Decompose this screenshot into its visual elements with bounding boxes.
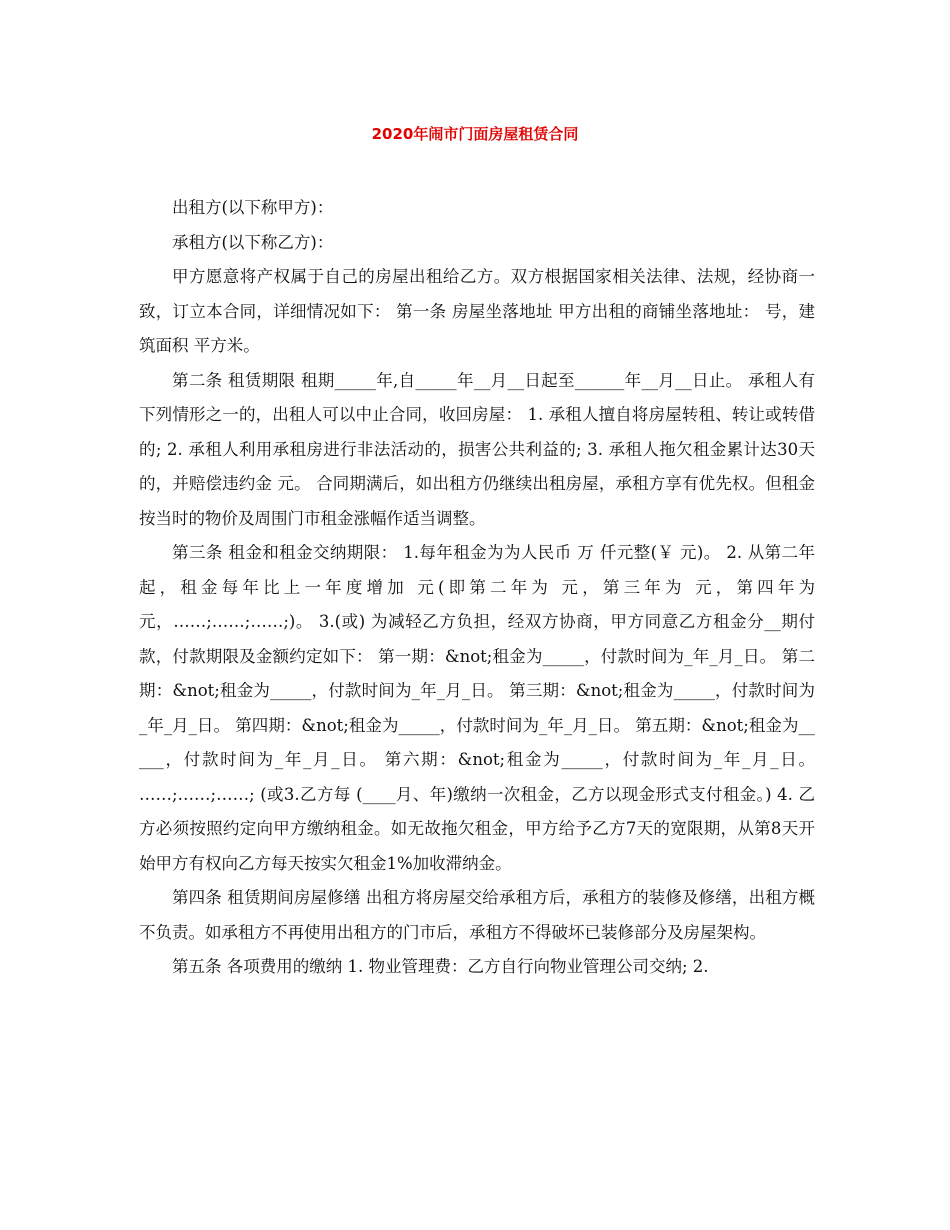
paragraph-article-2: 第二条 租赁期限 租期_____年,自_____年__月__日起至______年__月__日止。 承租人有下列情形之一的，出租人可以中止合同，收回房屋： 1. 承租人擅自将房屋转租、转让或转借的; 2. 承租人利用承租房进行非法活动的，损害公共利益的; 3. 承租人拖欠租金累计达30天的，并赔偿违约金 元。 合同期满后，如出租方仍继续出租房屋，承租方享有优先权。但租金按当时的物价及周围门市租金涨幅作适当调整。 bbox=[139, 370, 815, 528]
paragraph-lessee: 承租方(以下称乙方)： bbox=[172, 232, 334, 252]
paragraph-preamble-article-1: 甲方愿意将产权属于自己的房屋出租给乙方。双方根据国家相关法律、法规，经协商一致，订立本合同，详细情况如下： 第一条 房屋坐落地址 甲方出租的商铺坐落地址： 号，建筑面积 平方米。 bbox=[139, 267, 815, 355]
paragraph-article-4: 第四条 租赁期间房屋修缮 出租方将房屋交给承租方后，承租方的装修及修缮，出租方概不负责。如承租方不再使用出租方的门市后，承租方不得破坏已装修部分及房屋架构。 bbox=[139, 888, 815, 942]
paragraph-article-5: 第五条 各项费用的缴纳 1. 物业管理费：乙方自行向物业管理公司交纳; 2. bbox=[172, 957, 709, 976]
document-title: 2020年闹市门面房屋租赁合同 bbox=[371, 125, 579, 143]
paragraph-article-3: 第三条 租金和租金交纳期限： 1.每年租金为为人民币 万 仟元整(￥ 元)。 2. 从第二年起，租金每年比上一年度增加 元(即第二年为 元，第三年为 元，第四年为 元，……;……;……;)。 3.(或) 为减轻乙方负担，经双方协商，甲方同意乙方租金分__期付款，付款期限及金额约定如下： 第一期：&not;租金为_____，付款时间为_年_月_日。 第二期：&not;租金为_____，付款时间为_年_月_日。 第三期：&not;租金为_____，付款时间为_年_月_日。 第四期：&not;租金为_____，付款时间为_年_月_日。 第五期：&not;租金为_____，付款时间为_年_月_日。 第六期：&not;租金为_____，付款时间为_年_月_日。 ……;……;……; (或3.乙方每 (____月、年)缴纳一次租金，乙方以现金形式支付租金。) 4. 乙方必须按照约定向甲方缴纳租金。如无故拖欠租金，甲方给予乙方7天的宽限期，从第8天开始甲方有权向乙方每天按实欠租金1%加收滞纳金。 bbox=[139, 543, 815, 873]
paragraph-lessor: 出租方(以下称甲方)： bbox=[172, 198, 334, 217]
document-body bbox=[139, 191, 815, 985]
